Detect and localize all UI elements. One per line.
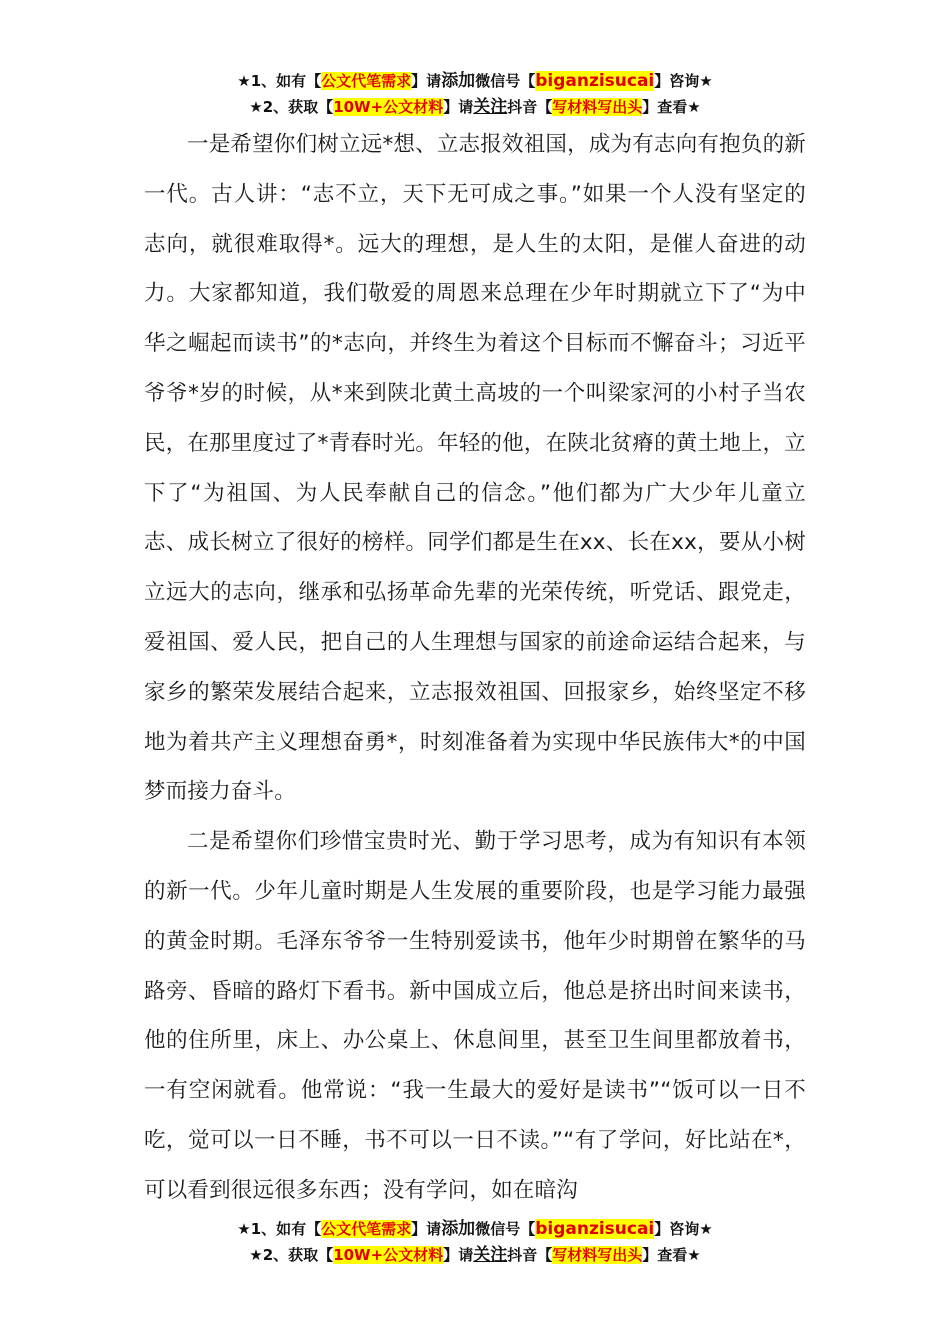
emphasis-add: 添加 bbox=[441, 71, 476, 91]
wechat-id: biganzisucai bbox=[535, 1219, 655, 1239]
promo-line-2: ★2、获取【10W+公文材料】请关注抖音【写材料写出头】查看★ bbox=[249, 1245, 701, 1265]
promo-line-2: ★2、获取【10W+公文材料】请关注抖音【写材料写出头】查看★ bbox=[249, 97, 701, 117]
highlight-service: 公文代笔需求 bbox=[321, 72, 412, 90]
star-icon: ★ bbox=[237, 1220, 251, 1238]
highlight-service: 公文代笔需求 bbox=[321, 1220, 412, 1238]
wechat-id: biganzisucai bbox=[535, 71, 655, 91]
star-icon: ★ bbox=[687, 1246, 701, 1264]
douyin-id: 写材料写出头 bbox=[552, 98, 643, 116]
paragraph-2: 二是希望你们珍惜宝贵时光、勤于学习思考，成为有知识有本领的新一代。少年儿童时期是人生发展的重要阶段，也是学习能力最强的黄金时期。毛泽东爷爷一生特别爱读书，他年少时期曾在繁华的马路旁、昏暗的路灯下看书。新中国成立后，他总是挤出时间来读书，他的住所里，床上、办公桌上、休息间里，甚至卫生间里都放着书，一有空闲就看。他常说：“我一生最大的爱好是读书”“饭可以一日不吃，觉可以一日不睡，书不可以一日不读。”“有了学问，好比站在*，可以看到很远很多东西；没有学问，如在暗沟 bbox=[144, 829, 806, 1203]
highlight-materials: 10W+公文材料 bbox=[333, 98, 444, 116]
star-icon: ★ bbox=[249, 98, 263, 116]
highlight-materials: 10W+公文材料 bbox=[333, 1246, 444, 1264]
promo-banner-top bbox=[0, 68, 950, 120]
paragraph-1: 一是希望你们树立远*想、立志报效祖国，成为有志向有抱负的新一代。古人讲：“志不立，天下无可成之事。”如果一个人没有坚定的志向，就很难取得*。远大的理想，是人生的太阳，是催人奋进的动力。大家都知道，我们敬爱的周恩来总理在少年时期就立下了“为中华之崛起而读书”的*志向，并终生为着这个目标而不懈奋斗；习近平爷爷*岁的时候，从*来到陕北黄土高坡的一个叫梁家河的小村子当农民，在那里度过了*青春时光。年轻的他，在陕北贫瘠的黄土地上，立下了“为祖国、为人民奉献自己的信念。”他们都为广大少年儿童立志、成长树立了很好的榜样。同学们都是生在xx、长在xx，要从小树立远大的志向，继承和弘扬革命先辈的光荣传统，听党话、跟党走，爱祖国、爱人民，把自己的人生理想与国家的前途命运结合起来，与家乡的繁荣发展结合起来，立志报效祖国、回报家乡，始终坚定不移地为着共产主义理想奋勇*，时刻准备着为实现中华民族伟大*的中国梦而接力奋斗。 bbox=[144, 132, 806, 805]
star-icon: ★ bbox=[237, 72, 251, 90]
promo-banner-bottom bbox=[0, 1216, 950, 1268]
star-icon: ★ bbox=[687, 98, 701, 116]
douyin-id: 写材料写出头 bbox=[552, 1246, 643, 1264]
star-icon: ★ bbox=[699, 72, 713, 90]
promo-line-1: ★1、如有【公文代笔需求】请添加微信号【biganzisucai】咨询★ bbox=[237, 71, 713, 91]
star-icon: ★ bbox=[699, 1220, 713, 1238]
promo-line-1: ★1、如有【公文代笔需求】请添加微信号【biganzisucai】咨询★ bbox=[237, 1219, 713, 1239]
emphasis-add: 添加 bbox=[441, 1219, 476, 1239]
document-body bbox=[144, 120, 806, 1216]
emphasis-follow: 关注 bbox=[473, 1245, 508, 1265]
emphasis-follow: 关注 bbox=[473, 97, 508, 117]
star-icon: ★ bbox=[249, 1246, 263, 1264]
